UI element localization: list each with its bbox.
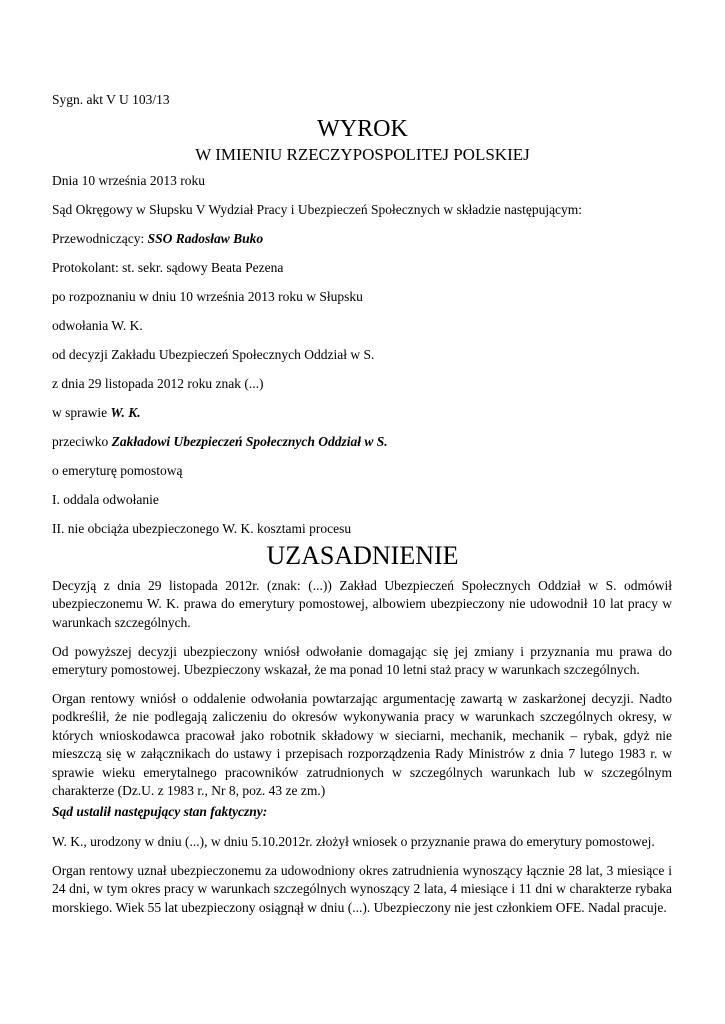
appeal-party: odwołania W. K. <box>52 318 143 333</box>
facts-heading: Sąd ustalił następujący stan faktyczny: <box>52 804 268 819</box>
facts-paragraph-1: W. K., urodzony w dniu (...), w dniu 5.10.2012r. złożył wniosek o przyznanie prawa do emerytury pomostowej. <box>52 834 655 849</box>
opposing-party <box>52 433 388 451</box>
justification-paragraph-3: Organ rentowy wniósł o oddalenie odwołania powtarzając argumentację zawartą w zaskarżonej decyzji. Nadto podkreślił, że nie podlegają zaliczeniu do okresów wykonywania pracy w warunkach szczególnych okresy, w których wnioskodawca pracował jako robotnik składowy w sieciarni, mechanik, mechanik – rybak, gdyż nie mieszczą się w załącznikach do ustawy i przepisach rozporządzenia Rady Ministrów z dnia 7 lutego 1983 r. w sprawie wieku emerytalnego pracowników zatrudnionych w szczególnych warunkach lub w szczególnym charakterze (Dz.U. z 1983 r., Nr 8, poz. 43 ze zm.) <box>52 691 672 799</box>
facts-paragraph-2: Organ rentowy uznał ubezpieczonemu za udowodniony okres zatrudnienia wynoszący łącznie 28 lat, 3 miesiące i 24 dni, w tym okres pracy w warunkach szczególnych wynoszący 2 lata, 4 miesiące i 11 dni w charakterze rybaka morskiego. Wiek 55 lat ubezpieczony osiągnął w dniu (...). Ubezpieczony nie jest członkiem OFE. Nadal pracuje. <box>52 863 672 915</box>
judgment-title: WYROK <box>317 116 408 142</box>
decision-date: z dnia 29 listopada 2012 roku znak (...) <box>52 376 264 391</box>
judgment-date: Dnia 10 września 2013 roku <box>52 173 205 188</box>
chair-name: SSO Radosław Buko <box>147 231 264 246</box>
justification-paragraph-2: Od powyższej decyzji ubezpieczony wniósł odwołanie domagając się jej zmiany i przyznania mu prawa do emerytury pomostowej. Ubezpieczony wskazał, że ma ponad 10 letni staż pracy w warunkach szczególnych. <box>52 644 672 678</box>
case-party <box>52 404 141 422</box>
hearing-info: po rozpoznaniu w dniu 10 września 2013 roku w Słupsku <box>52 289 363 304</box>
court-composition: Sąd Okręgowy w Słupsku V Wydział Pracy i Ubezpieczeń Społecznych w składzie następującym: <box>52 202 583 217</box>
presiding-judge <box>52 230 263 248</box>
case-signature: Sygn. akt V U 103/13 <box>52 92 170 107</box>
chair-label: Przewodniczący: <box>52 231 148 246</box>
against-label: przeciwko <box>52 434 112 449</box>
case-subject: o emeryturę pomostową <box>52 463 183 478</box>
case-label: w sprawie <box>52 405 111 420</box>
justification-paragraph-1: Decyzją z dnia 29 listopada 2012r. (znak: (...)) Zakład Ubezpieczeń Społecznych Oddział w S. odmówił ubezpieczonemu W. K. prawa do emerytury pomostowej, albowiem ubezpieczony nie udowodnił 10 lat pracy w warunkach szczególnych. <box>52 578 672 630</box>
case-name: W. K. <box>110 405 141 420</box>
ruling-item-1: I. oddala odwołanie <box>52 492 159 507</box>
justification-title: UZASADNIENIE <box>266 541 459 570</box>
judgment-subtitle: W IMIENIU RZECZYPOSPOLITEJ POLSKIEJ <box>195 145 530 164</box>
decision-source: od decyzji Zakładu Ubezpieczeń Społecznych Oddział w S. <box>52 347 375 362</box>
against-name: Zakładowi Ubezpieczeń Społecznych Oddział w S. <box>111 434 388 449</box>
ruling-item-2: II. nie obciąża ubezpieczonego W. K. kosztami procesu <box>52 521 352 536</box>
court-clerk: Protokolant: st. sekr. sądowy Beata Pezena <box>52 260 284 275</box>
